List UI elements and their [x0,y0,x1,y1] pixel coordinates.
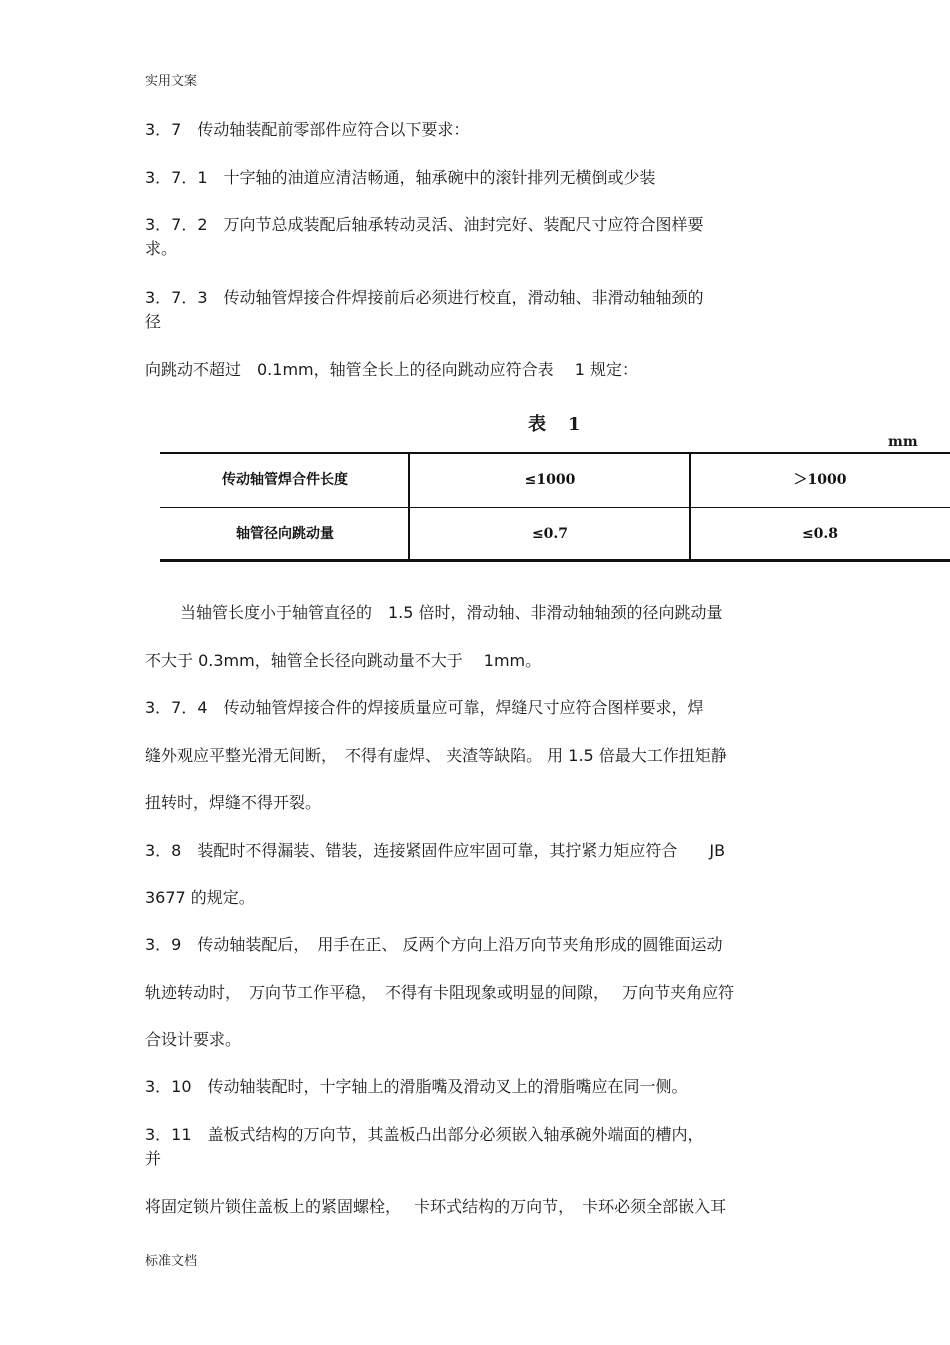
table-row [160,454,950,508]
clause-3-7-4-line1: 3．7．4 传动轴管焊接合件的焊接质量应可靠，焊缝尺寸应符合图样要求，焊 [145,698,704,717]
clause-3-7: 3．7 传动轴装配前零部件应符合以下要求： [145,120,470,139]
clause-3-11-line1: 3．11 盖板式结构的万向节，其盖板凸出部分必须嵌入轴承碗外端面的槽内， [145,1125,704,1144]
clause-3-8-line1: 3．8 装配时不得漏装、错装，连接紧固件应牢固可靠，其拧紧力矩应符合 JB [145,841,726,860]
page-header: 实用文案 [145,74,198,89]
table-note-line1: 当轴管长度小于轴管直径的 1.5 倍时，滑动轴、非滑动轴轴颈的径向跳动量 [180,603,723,622]
clause-3-8-line2: 3677 的规定。 [145,888,255,907]
clause-3-11-line2: 并 [145,1149,162,1168]
clause-3-7-4-line2: 缝外观应平整光滑无间断， 不得有虚焊、 夹渣等缺陷。 用 1.5 倍最大工作扭矩静 [145,746,727,765]
clause-3-7-2-line2: 求。 [145,239,178,258]
clause-3-9-line1: 3．9 传动轴装配后， 用手在正、 反两个方向上沿万向节夹角形成的圆锥面运动 [145,935,723,954]
clause-3-9-line2: 轨迹转动时， 万向节工作平稳， 不得有卡阻现象或明显的间隙， 万向节夹角应符 [145,983,735,1002]
clause-3-9-line3: 合设计要求。 [145,1030,242,1049]
clause-3-7-3-line3: 向跳动不超过 0.1mm，轴管全长上的径向跳动应符合表 1 规定： [145,360,638,379]
table-cell: ≤0.8 [801,526,839,542]
clause-3-7-3-line1: 3．7．3 传动轴管焊接合件焊接前后必须进行校直，滑动轴、非滑动轴轴颈的 [145,288,704,307]
table-note-line2: 不大于 0.3mm，轴管全长径向跳动量不大于 1mm。 [145,651,542,670]
table-cell: 轴管径向跳动量 [236,526,334,542]
table-unit: mm [888,434,918,450]
table-cell: 传动轴管焊合件长度 [222,472,348,488]
page-footer: 标准文档 [145,1254,198,1269]
clause-3-10: 3．10 传动轴装配时，十字轴上的滑脂嘴及滑动叉上的滑脂嘴应在同一侧。 [145,1077,688,1096]
clause-3-7-4-line3: 扭转时，焊缝不得开裂。 [145,793,322,812]
clause-3-7-3-line2: 径 [145,312,162,331]
clause-3-11-line3: 将固定锁片锁住盖板上的紧固螺栓， 卡环式结构的万向节， 卡环必须全部嵌入耳 [145,1197,727,1216]
table-divider [689,454,691,561]
clause-3-7-1: 3．7．1 十字轴的油道应清洁畅通，轴承碗中的滚针排列无横倒或少装 [145,168,656,187]
clause-3-7-2-line1: 3．7．2 万向节总成装配后轴承转动灵活、油封完好、装配尺寸应符合图样要 [145,215,704,234]
runout-table [160,452,950,562]
table-cell: ≤0.7 [531,526,569,542]
table-cell: ≤1000 [524,472,576,488]
table-title: 表 1 [528,414,583,435]
table-divider [408,454,410,561]
table-cell: ＞1000 [793,472,847,488]
table-row [160,508,950,561]
